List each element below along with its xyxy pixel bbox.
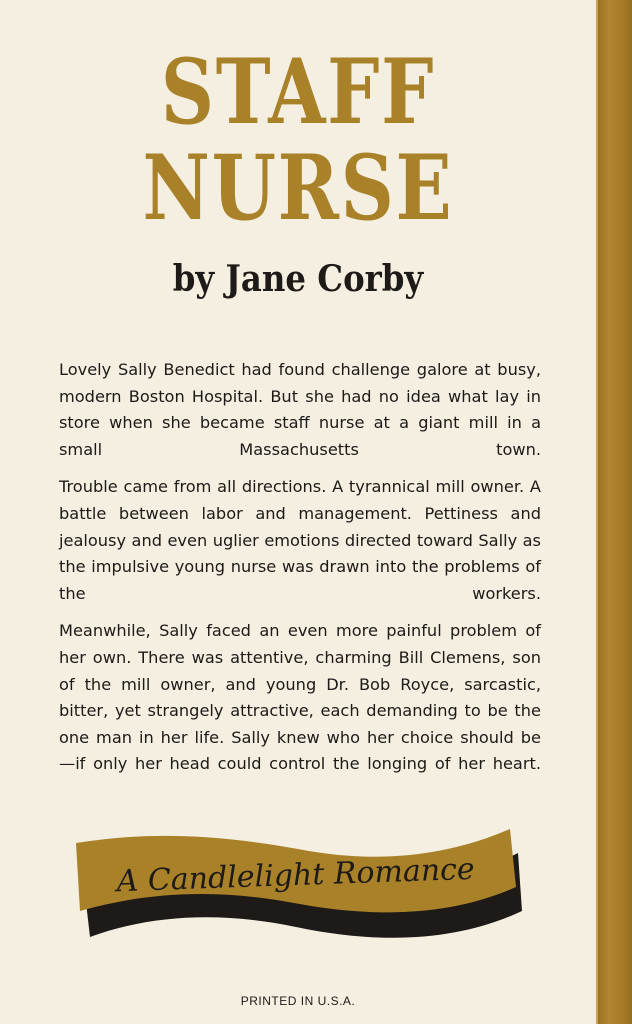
- blurb-paragraph-2: Trouble came from all directions. A tyrannical mill owner. A battle between labor and management. Pettiness and jealousy and even uglier emotions directed toward Sally as the impulsive young nurse was drawn into the problems of the workers.: [59, 477, 541, 603]
- blurb-paragraph-3: Meanwhile, Sally faced an even more painful problem of her own. There was attentive, charming Bill Clemens, son of the mill owner, and young Dr. Bob Royce, sarcastic, bitter, yet strangely attractive, each demanding to be the one man in her life. Sally knew who her choice should be —if only her head could control the longing of her heart.: [59, 621, 541, 774]
- candlelight-romance-banner: [70, 823, 530, 941]
- author-byline: by Jane Corby: [172, 258, 424, 300]
- book-spine-edge: [596, 0, 632, 1024]
- title-line-2: NURSE: [142, 135, 454, 241]
- printed-in-usa: PRINTED IN U.S.A.: [240, 994, 356, 1008]
- banner-label: A Candlelight Romance: [116, 851, 476, 900]
- title-line-1: STAFF: [160, 39, 436, 145]
- blurb-text: [59, 357, 541, 789]
- blurb-paragraph-1: Lovely Sally Benedict had found challenge galore at busy, modern Boston Hospital. But she had no idea what lay in store when she became staff nurse at a giant mill in a small Massachusetts town.: [59, 360, 541, 459]
